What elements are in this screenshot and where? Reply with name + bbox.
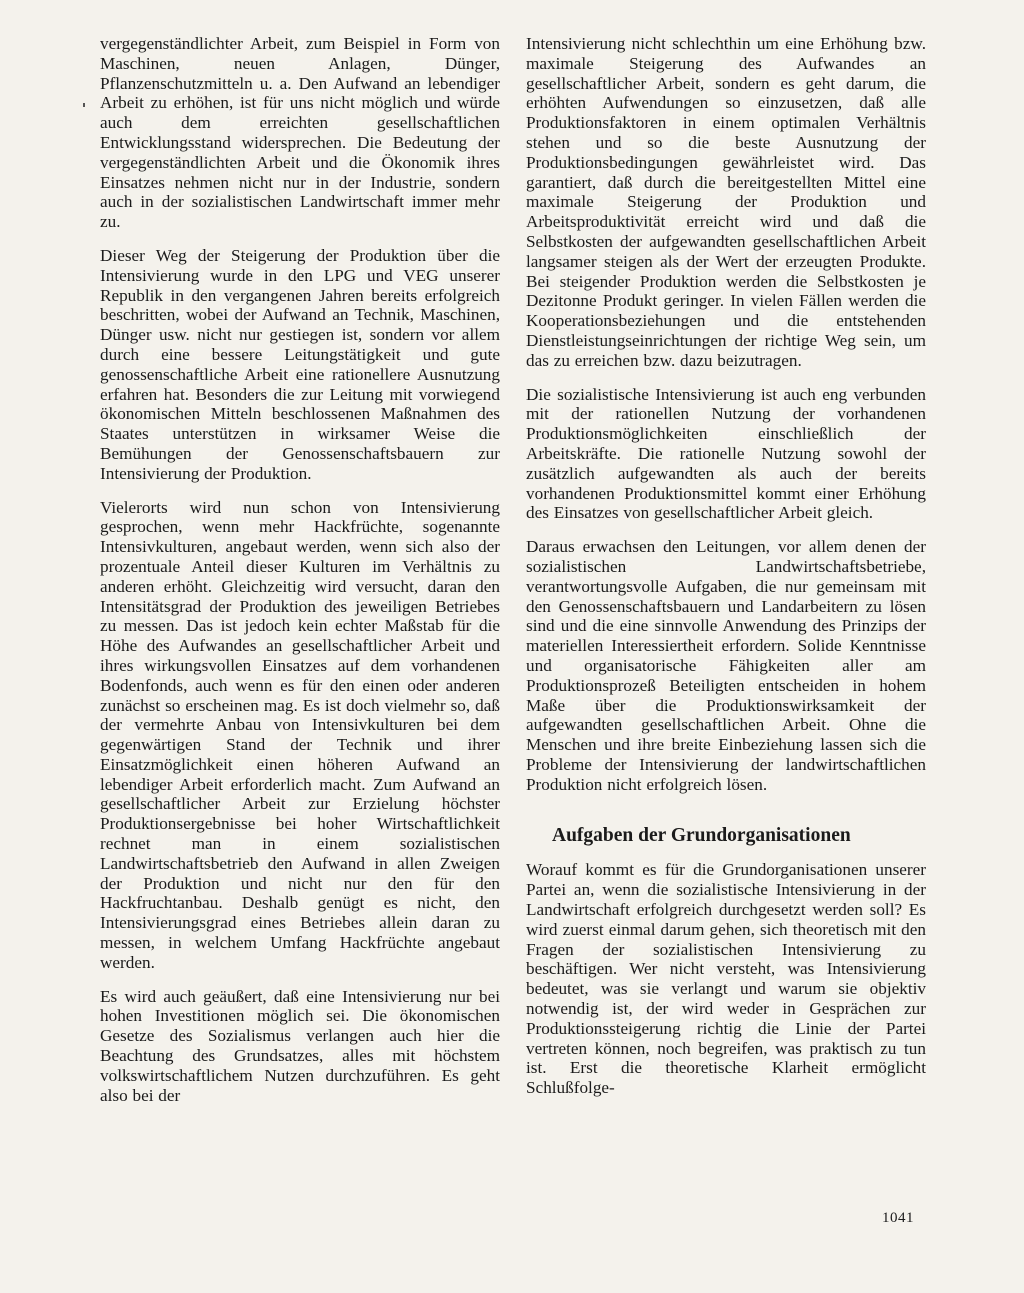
section-heading: Aufgaben der Grundorganisationen xyxy=(552,825,851,847)
paragraph: Die sozialistische Intensivierung ist auch eng verbunden mit der rationellen Nutzung der vorhandenen Produktionsmöglichkeiten einschließlich der Arbeitskräfte. Die rationelle Nutzung sowohl der zusätzlich aufgewandten als auch der bereits vorhandenen Produktionsmittel kommt einer Erhöhung des Einsatzes von gesellschaftlicher Arbeit gleich. xyxy=(526,384,926,523)
paragraph: Es wird auch geäußert, daß eine Intensivierung nur bei hohen Investitionen möglich sei. Die ökonomischen Gesetze des Sozialismus verlangen auch hier die Beachtung des Grundsatzes, alles mit höchstem volkswirtschaftlichem Nutzen durchzuführen. Es geht also bei der xyxy=(100,986,500,1105)
margin-mark xyxy=(83,103,85,107)
paragraph: vergegenständlichter Arbeit, zum Beispiel in Form von Maschinen, neuen Anlagen, Dünger, Pflanzenschutzmitteln u. a. Den Aufwand an lebendiger Arbeit zu erhöhen, ist für uns nicht möglich und würde auch dem erreichten gesellschaftlichen Entwicklungsstand widersprechen. Die Bedeutung der vergegenständlichten Arbeit und die Ökonomik ihres Einsatzes nehmen nicht nur in der Industrie, sondern auch in der sozialistischen Landwirtschaft immer mehr zu. xyxy=(100,34,500,232)
paragraph: Intensivierung nicht schlechthin um eine Erhöhung bzw. maximale Steigerung des Aufwandes an gesellschaftlicher Arbeit, sondern es geht darum, die erhöhten Aufwendungen so einzusetzen, daß alle Produktionsfaktoren in einem optimalen Verhältnis stehen und so die beste Ausnutzung der Produktionsbedingungen gewährleistet wird. Das garantiert, daß durch die bereitgestellten Mittel eine maximale Steigerung der Produktion und Arbeitsproduktivität erreicht wird und daß die Selbstkosten der aufgewandten gesellschaftlichen Arbeit langsamer steigen als der Wert der erzeugten Produkte. Bei steigender Produktion werden die Selbstkosten je Dezitonne Produkt geringer. In vielen Fällen werden die Kooperationsbeziehungen und die entstehenden Dienstleistungseinrichtungen der richtige Weg sein, um das zu erreichen bzw. dazu beizutragen. xyxy=(526,34,926,370)
right-column xyxy=(526,34,926,1112)
paragraph: Dieser Weg der Steigerung der Produktion über die Intensivierung wurde in den LPG und VEG unserer Republik in den vergangenen Jahren bereits erfolgreich beschritten, wobei der Aufwand an Technik, Maschinen, Dünger usw. nicht nur gestiegen ist, sondern vor allem durch eine bessere Leitungstätigkeit und gute genossenschaftliche Arbeit eine rationellere Ausnutzung erfahren hat. Besonders die zur Leitung mit vorwiegend ökonomischen Mitteln beschlossenen Maßnahmen des Staates unterstützen in wirksamer Weise die Bemühungen der Genossenschaftsbauern zur Intensivierung der Produktion. xyxy=(100,245,500,483)
section-paragraph: Worauf kommt es für die Grundorganisationen unserer Partei an, wenn die sozialistische Intensivierung in der Landwirtschaft erfolgreich durchgesetzt werden soll? Es wird zuerst einmal darum gehen, sich theoretisch mit den Fragen der sozialistischen Intensivierung zu beschäftigen. Wer nicht versteht, was Intensivierung bedeutet, was sie verlangt und warum sie objektiv notwendig ist, der wird weder in Gesprächen zur Produktionssteigerung richtig die Linie der Partei vertreten können, noch begreifen, was praktisch zu tun ist. Erst die theoretische Klarheit ermöglicht Schlußfolge- xyxy=(526,860,926,1098)
paragraph: Daraus erwachsen den Leitungen, vor allem denen der sozialistischen Landwirtschaftsbetriebe, verantwortungsvolle Aufgaben, die nur gemeinsam mit den Genossenschaftsbauern und Landarbeitern zu lösen sind und die eine sinnvolle Anwendung des Prinzips der materiellen Interessiertheit erfordern. Solide Kenntnisse und organisatorische Fähigkeiten aller am Produktionsprozeß Beteiligten entscheiden in hohem Maße über die Produktionswirksamkeit der aufgewandten gesellschaftlichen Arbeit. Ohne die Menschen und ihre breite Einbeziehung lassen sich die Probleme der Intensivierung der landwirtschaftlichen Produktion nicht erfolgreich lösen. xyxy=(526,537,926,794)
page-number: 1041 xyxy=(882,1210,914,1226)
left-column xyxy=(100,34,500,1119)
paragraph: Vielerorts wird nun schon von Intensivierung gesprochen, wenn mehr Hackfrüchte, sogenannte Intensivkulturen, angebaut werden, wenn sich also der prozentuale Anteil dieser Kulturen im Verhältnis zu anderen erhöht. Gleichzeitig wird versucht, daran den Intensitätsgrad der Produktion des jeweiligen Betriebes zu messen. Das ist jedoch kein echter Maßstab für die Höhe des Aufwandes an gesellschaftlicher Arbeit und ihres wirkungsvollen Einsatzes auf dem vorhandenen Bodenfonds, auch wenn es für den einen oder anderen zunächst so erscheinen mag. Es ist doch vielmehr so, daß der vermehrte Anbau von Intensivkulturen bei dem gegenwärtigen Stand der Technik und ihrer Einsatzmöglichkeit einen höheren Aufwand an lebendiger Arbeit erforderlich macht. Zum Aufwand an gesellschaftlicher Arbeit zur Erzielung höchster Produktionsergebnisse bei hoher Wirtschaftlichkeit rechnet man in einem sozialistischen Landwirtschaftsbetrieb den Aufwand in allen Zweigen der Produktion und nicht nur den für den Hackfruchtanbau. Deshalb genügt es nicht, den Intensivierungsgrad eines Betriebes allein daran zu messen, in welchem Umfang Hackfrüchte angebaut werden. xyxy=(100,497,500,972)
